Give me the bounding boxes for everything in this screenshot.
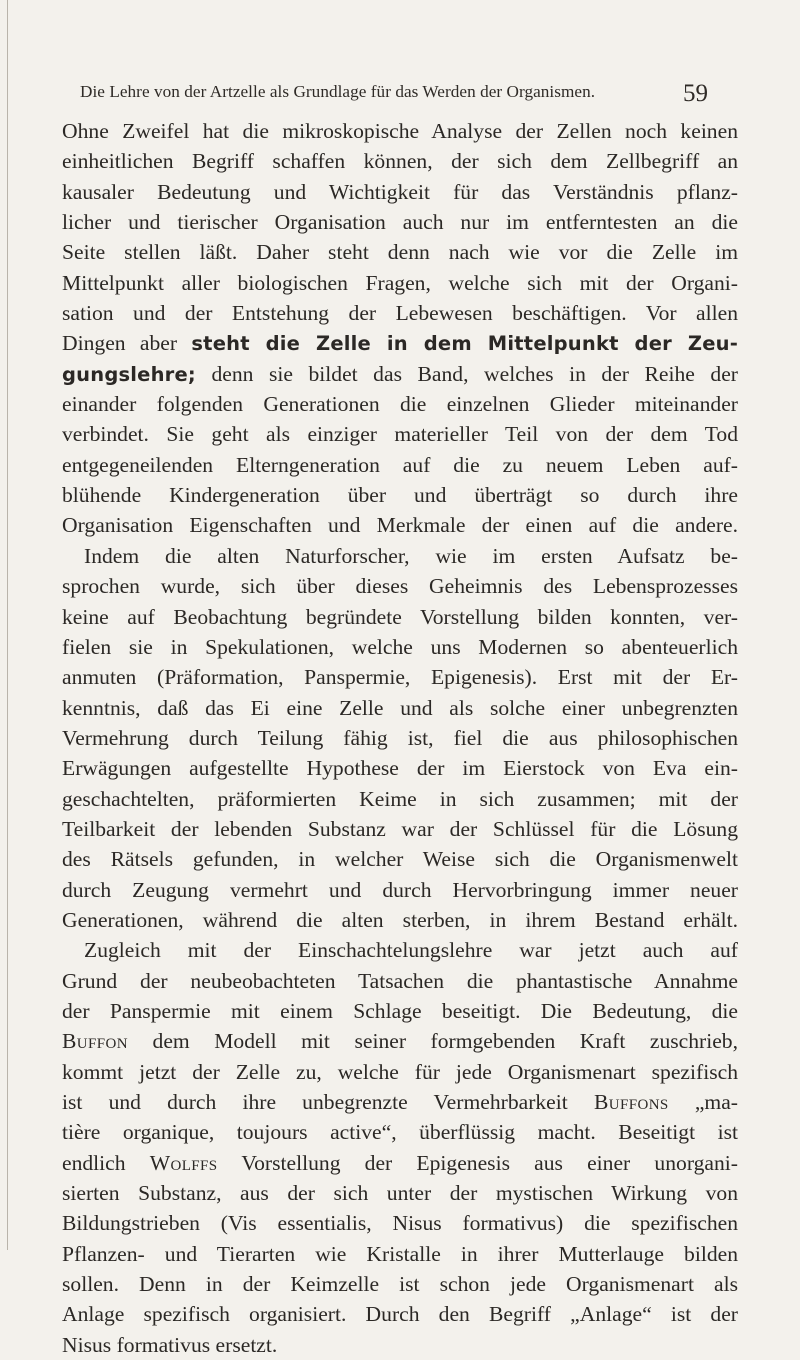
text-line [62,207,738,237]
running-head: Die Lehre von der Artzelle als Grundlage für das Werden der Organismen. [80,82,596,101]
text-line [62,146,738,176]
text-segment: entgegeneilenden Elterngeneration auf die zu neuem Leben auf- [62,452,738,477]
text-segment: Anlage spezifisch organisiert. Durch den Begriff „Anlage“ ist der [62,1302,738,1327]
text-line [62,480,738,510]
bold-text: steht die Zelle in dem Mittelpunkt der Zeu- [191,332,738,356]
text-line [62,1117,738,1147]
text-segment: sollen. Denn in der Keimzelle ist schon jede Organismenart als [62,1272,738,1297]
text-segment: tière organique, toujours active“, überflüssig macht. Beseitigt ist [62,1120,738,1145]
text-line [62,905,738,935]
text-line [62,541,738,571]
text-line [62,966,738,996]
text-line [62,814,738,844]
text-line [62,359,738,389]
text-segment: ist und durch ihre unbegrenzte Vermehrbarkeit [62,1090,594,1114]
text-segment: der Panspermie mit einem Schlage beseitigt. Die Bedeutung, die [62,998,738,1023]
text-segment: anmuten (Präformation, Panspermie, Epigenesis). Erst mit der Er- [62,665,738,690]
text-line [62,1026,738,1056]
text-segment: Mittelpunkt aller biologischen Fragen, welche sich mit der Organi- [62,270,738,295]
text-segment: blühende Kindergeneration über und überträgt so durch ihre [62,483,738,508]
text-segment: Nisus formativus ersetzt. [62,1332,278,1357]
text-segment: kausaler Bedeutung und Wichtigkeit für das Verständnis pflanz- [62,179,738,204]
text-segment: denn sie bildet das Band, welches in der Reihe der [195,361,738,386]
text-line [62,116,738,146]
text-line [62,450,738,480]
text-line [62,328,738,358]
text-segment: kommt jetzt der Zelle zu, welche für jede Organismenart spezifisch [62,1059,738,1084]
bold-text: gungslehre; [62,362,196,386]
text-segment: durch Zeugung vermehrt und durch Hervorbringung immer neuer [62,877,738,902]
text-segment: Organisation Eigenschaften und Merkmale der einen auf die andere. [62,513,738,538]
text-segment: Indem die alten Naturforscher, wie im ersten Aufsatz be- [84,543,738,568]
text-line [62,571,738,601]
text-segment: geschachtelten, präformierten Keime in sich zusammen; mit der [62,786,738,811]
text-line [62,662,738,692]
text-segment: Generationen, während die alten sterben, in ihrem Bestand erhält. [62,907,738,932]
text-segment: sierten Substanz, aus der sich unter der mystischen Wirkung von [62,1181,738,1206]
text-line [62,1057,738,1087]
text-line [62,1148,738,1178]
text-line [62,389,738,419]
small-caps-name: Wolffs [149,1150,218,1175]
text-line [62,177,738,207]
text-line [62,875,738,905]
small-caps-name: Buffons [593,1090,669,1114]
text-segment: kenntnis, daß das Ei eine Zelle und als solche einer unbegrenzten [62,695,738,720]
text-segment: dem Modell mit seiner formgebenden Kraft zuschrieb, [128,1029,738,1054]
text-segment: Vorstellung der Epigenesis aus einer unorgani- [217,1150,738,1175]
text-line [62,1330,738,1360]
small-caps-name: Buffon [62,1029,128,1054]
text-line [62,1208,738,1238]
text-segment: verbindet. Sie geht als einziger materieller Teil von der dem Tod [62,422,738,447]
text-line [62,693,738,723]
text-segment: Seite stellen läßt. Daher steht denn nach wie vor die Zelle im [62,240,738,265]
text-line [62,1178,738,1208]
text-line [62,510,738,540]
text-line [62,1269,738,1299]
page-edge-line [7,0,8,1250]
text-line [62,996,738,1026]
text-line [62,784,738,814]
text-line [62,298,738,328]
text-line [62,632,738,662]
text-segment: Teilbarkeit der lebenden Substanz war der Schlüssel für die Lösung [62,816,738,841]
text-segment: Erwägungen aufgestellte Hypothese der im Eierstock von Eva ein- [62,756,738,781]
text-line [62,602,738,632]
text-line [62,723,738,753]
text-line [62,844,738,874]
text-segment: Grund der neubeobachteten Tatsachen die phantastische Annahme [62,968,738,993]
text-segment: Dingen aber [62,331,192,356]
text-line [62,268,738,298]
text-segment: keine auf Beobachtung begründete Vorstellung bilden konnten, ver- [62,604,738,629]
text-segment: endlich [62,1150,150,1175]
text-segment: Ohne Zweifel hat die mikroskopische Analyse der Zellen noch keinen [62,119,738,143]
text-segment: einander folgenden Generationen die einzelnen Glieder miteinander [62,392,738,417]
text-line [62,1087,738,1117]
text-line [62,237,738,267]
text-segment: sprochen wurde, sich über dieses Geheimnis des Lebensprozesses [62,574,738,599]
text-segment: Bildungstrieben (Vis essentialis, Nisus formativus) die spezifischen [62,1211,738,1236]
text-segment: licher und tierischer Organisation auch nur im entferntesten an die [62,210,738,235]
page-number: 59 [683,80,708,107]
text-line [62,753,738,783]
text-segment: Vermehrung durch Teilung fähig ist, fiel die aus philosophischen [62,725,738,750]
text-line [62,419,738,449]
text-segment: Pflanzen- und Tierarten wie Kristalle in ihrer Mutterlauge bilden [62,1241,738,1266]
text-segment: fielen sie in Spekulationen, welche uns Modernen so abenteuerlich [62,634,738,659]
text-line [62,1239,738,1269]
text-line [62,1299,738,1329]
text-segment: „ma- [668,1090,738,1114]
text-segment: einheitlichen Begriff schaffen können, der sich dem Zellbegriff an [62,149,738,174]
body-text [62,116,738,1360]
text-segment: sation und der Entstehung der Lebewesen beschäftigen. Vor allen [62,301,738,326]
text-segment: des Rätsels gefunden, in welcher Weise sich die Organismenwelt [62,847,738,872]
text-segment: Zugleich mit der Einschachtelungslehre war jetzt auch auf [84,938,738,963]
text-line [62,935,738,965]
